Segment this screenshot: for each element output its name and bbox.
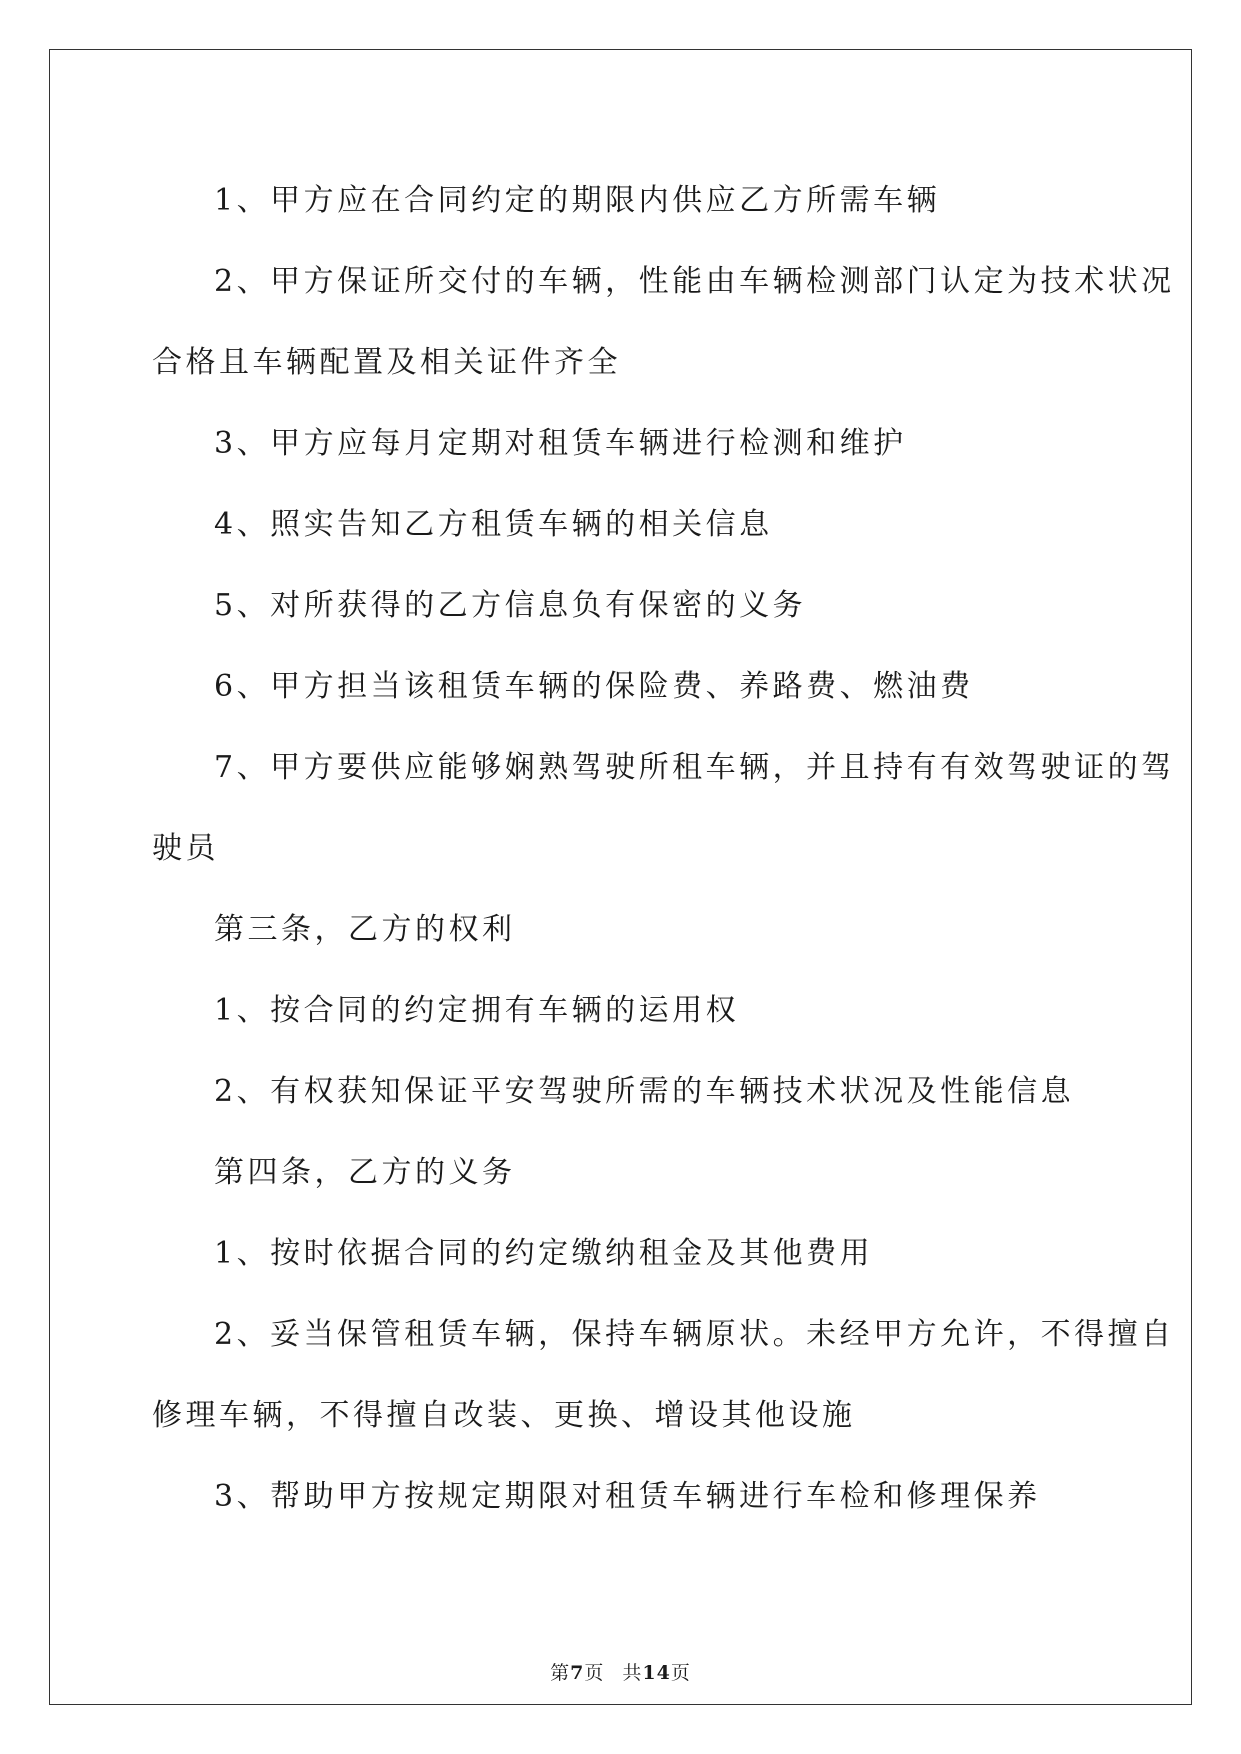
document-body — [152, 160, 1175, 1537]
paragraph-party-b-duty-1: 1、按时依据合同的约定缴纳租金及其他费用 — [214, 1236, 874, 1271]
page-number-total: 14 — [642, 1662, 671, 1684]
paragraph-party-a-duty-5: 5、对所获得的乙方信息负有保密的义务 — [214, 588, 807, 623]
paragraph-party-a-duty-1: 1、甲方应在合同约定的期限内供应乙方所需车辆 — [214, 183, 941, 218]
paragraph-party-a-duty-7-line-2: 驶员 — [152, 831, 219, 866]
paragraph-party-a-duty-7-line-1: 7、甲方要供应能够娴熟驾驶所租车辆，并且持有有效驾驶证的驾 — [214, 750, 1175, 785]
paragraph-party-b-duty-2-line-1: 2、妥当保管租赁车辆，保持车辆原状。未经甲方允许，不得擅自 — [214, 1317, 1175, 1352]
paragraph-party-a-duty-4: 4、照实告知乙方租赁车辆的相关信息 — [214, 507, 773, 542]
paragraph-party-a-duty-3: 3、甲方应每月定期对租赁车辆进行检测和维护 — [214, 426, 907, 461]
paragraph-party-b-duty-3: 3、帮助甲方按规定期限对租赁车辆进行车检和修理保养 — [214, 1479, 1041, 1514]
page-number-current: 7 — [570, 1662, 585, 1684]
page-total-prefix: 共 — [622, 1662, 643, 1684]
paragraph-party-a-duty-6: 6、甲方担当该租赁车辆的保险费、养路费、燃油费 — [214, 669, 974, 704]
page-number-prefix: 第 — [550, 1662, 571, 1684]
paragraph-party-a-duty-2-line-2: 合格且车辆配置及相关证件齐全 — [152, 345, 621, 380]
section-heading-article-4: 第四条，乙方的义务 — [214, 1155, 516, 1190]
paragraph-party-b-right-2: 2、有权获知保证平安驾驶所需的车辆技术状况及性能信息 — [214, 1074, 1075, 1109]
paragraph-party-b-right-1: 1、按合同的约定拥有车辆的运用权 — [214, 993, 740, 1028]
paragraph-party-b-duty-2-line-2: 修理车辆，不得擅自改装、更换、增设其他设施 — [152, 1398, 856, 1433]
section-heading-article-3: 第三条，乙方的权利 — [214, 912, 516, 947]
paragraph-party-a-duty-2-line-1: 2、甲方保证所交付的车辆，性能由车辆检测部门认定为技术状况 — [214, 264, 1175, 299]
page-total-suffix: 页 — [670, 1662, 691, 1684]
page-footer — [0, 1661, 1241, 1685]
page-number-suffix: 页 — [584, 1662, 605, 1684]
